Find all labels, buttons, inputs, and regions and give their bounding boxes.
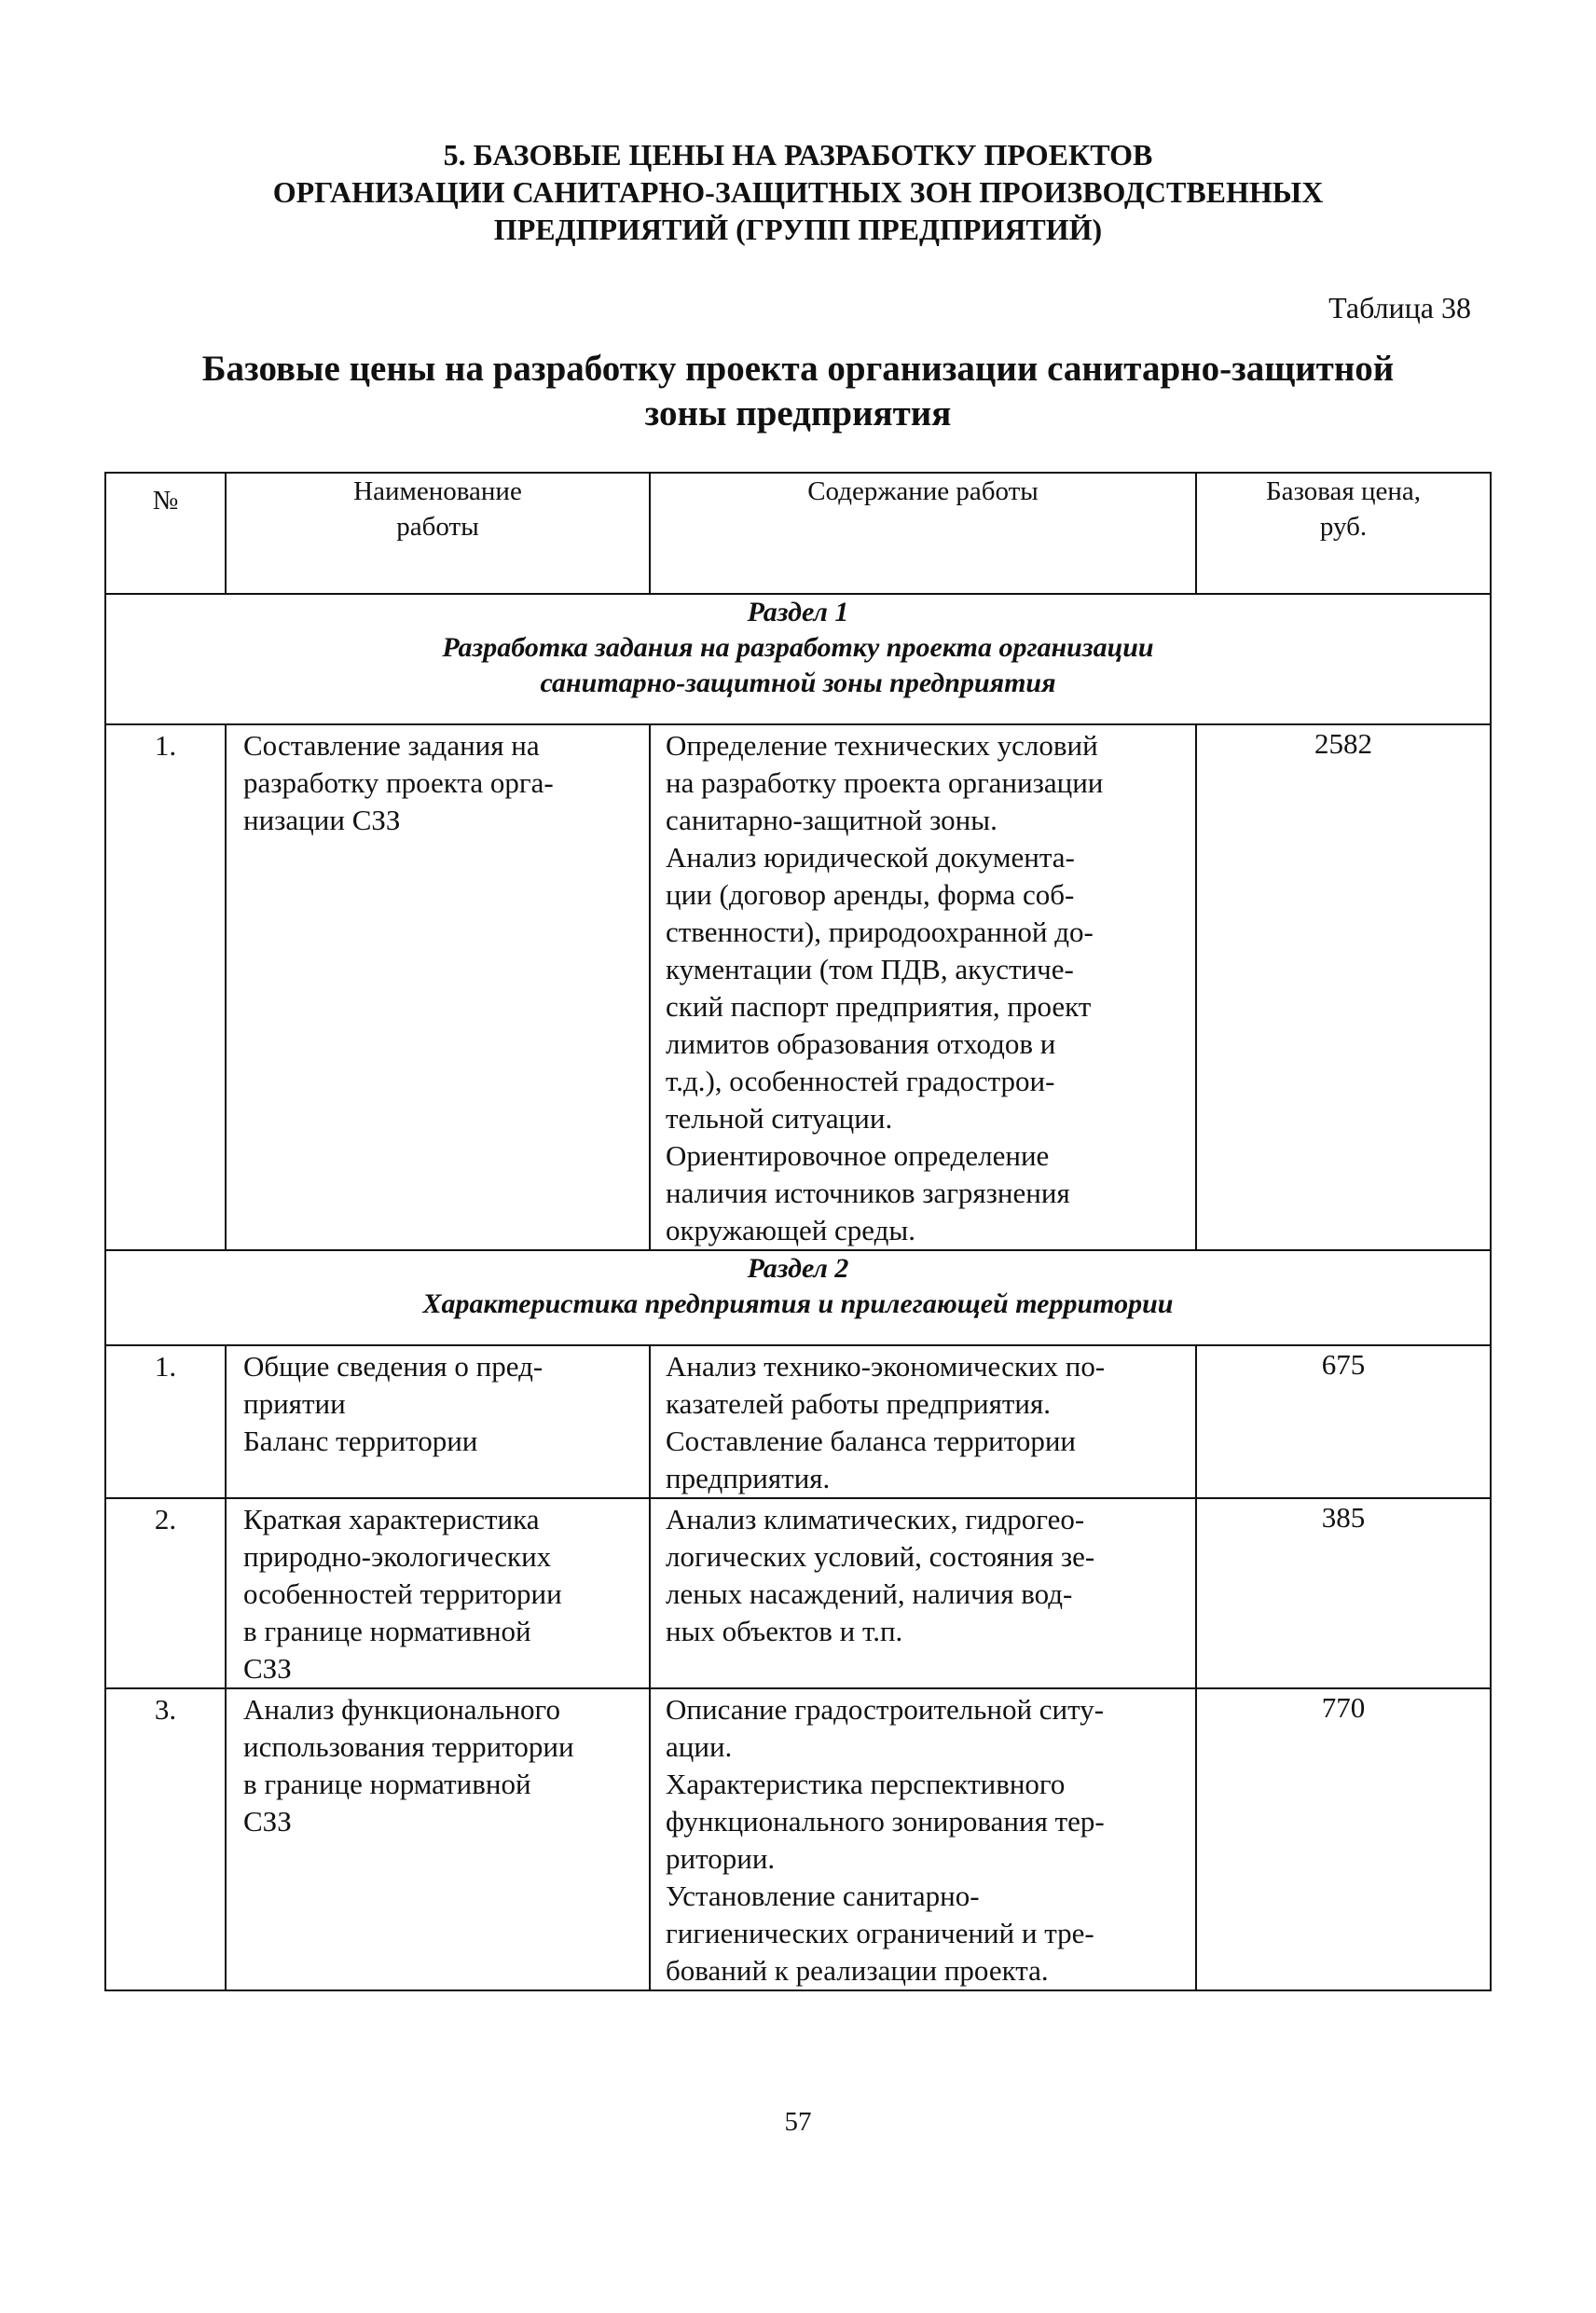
price-table bbox=[104, 472, 1492, 1991]
section-2-header bbox=[105, 1250, 1491, 1345]
row-name: Краткая характеристика природно-экологических особенностей территории в границе нормативной СЗЗ bbox=[226, 1498, 650, 1688]
table-row bbox=[105, 1688, 1491, 1990]
section-2-title: Раздел 2 bbox=[747, 1253, 849, 1284]
section-1-subtitle-line-2: санитарно-защитной зоны предприятия bbox=[540, 668, 1056, 698]
row-content: Анализ климатических, гидрогео- логических условий, состояния зе- леных насаждений, наличия вод- ных объектов и т.п. bbox=[650, 1498, 1196, 1688]
section-1-subtitle-line-1: Разработка задания на разработку проекта организации bbox=[442, 632, 1154, 663]
row-name: Составление задания на разработку проекта орга- низации СЗЗ bbox=[226, 724, 650, 1250]
table-row bbox=[105, 1345, 1491, 1498]
row-price: 770 bbox=[1196, 1688, 1491, 1990]
section-2-subtitle: Характеристика предприятия и прилегающей территории bbox=[422, 1288, 1174, 1319]
section-heading bbox=[0, 136, 1596, 248]
table-row bbox=[105, 1498, 1491, 1688]
row-price: 2582 bbox=[1196, 724, 1491, 1250]
table-title-line-1: Базовые цены на разработку проекта организации санитарно-защитной bbox=[201, 349, 1395, 389]
section-1-title: Раздел 1 bbox=[747, 597, 849, 627]
section-1-header bbox=[105, 594, 1491, 724]
row-name: Общие сведения о пред- приятии Баланс территории bbox=[226, 1345, 650, 1498]
page-number: 57 bbox=[784, 2107, 812, 2137]
heading-line-3: ПРЕДПРИЯТИЙ (ГРУПП ПРЕДПРИЯТИЙ) bbox=[493, 213, 1103, 246]
row-price: 385 bbox=[1196, 1498, 1491, 1688]
table-header-row bbox=[105, 473, 1491, 594]
row-name: Анализ функционального использования территории в границе нормативной СЗЗ bbox=[226, 1688, 650, 1990]
table-number: Таблица 38 bbox=[1328, 291, 1471, 324]
heading-line-1: 5. БАЗОВЫЕ ЦЕНЫ НА РАЗРАБОТКУ ПРОЕКТОВ bbox=[443, 138, 1153, 172]
row-content: Определение технических условий на разработку проекта организации санитарно-защитной зоны. Анализ юридической документа- ции (договор аренды, форма соб- ственности), природоохранной до- кументации (том ПДВ, акустиче- ский паспорт предприятия, проект лимитов образования отходов и т.д.), особенностей градострои- тельной ситуации. Ориентировочное определение наличия источников загрязнения окружающей среды. bbox=[650, 724, 1196, 1250]
row-content: Анализ технико-экономических по- казателей работы предприятия. Составление баланса территории предприятия. bbox=[650, 1345, 1196, 1498]
row-num: 1. bbox=[105, 1345, 226, 1498]
header-price: Базовая цена, руб. bbox=[1196, 473, 1491, 594]
header-content: Содержание работы bbox=[650, 473, 1196, 594]
row-content: Описание градостроительной ситу- ации. Характеристика перспективного функционального зонирования тер- ритории. Установление санитарно- гигиенических ограничений и тре- бований к реализации проекта. bbox=[650, 1688, 1196, 1990]
row-num: 2. bbox=[105, 1498, 226, 1688]
table-title bbox=[0, 347, 1596, 436]
heading-line-2: ОРГАНИЗАЦИИ САНИТАРНО-ЗАЩИТНЫХ ЗОН ПРОИЗВОДСТВЕННЫХ bbox=[272, 175, 1324, 209]
header-name: Наименование работы bbox=[226, 473, 650, 594]
row-price: 675 bbox=[1196, 1345, 1491, 1498]
table-row bbox=[105, 724, 1491, 1250]
row-num: 3. bbox=[105, 1688, 226, 1990]
row-num: 1. bbox=[105, 724, 226, 1250]
table-title-line-2: зоны предприятия bbox=[644, 393, 952, 434]
header-num: № bbox=[105, 473, 226, 594]
